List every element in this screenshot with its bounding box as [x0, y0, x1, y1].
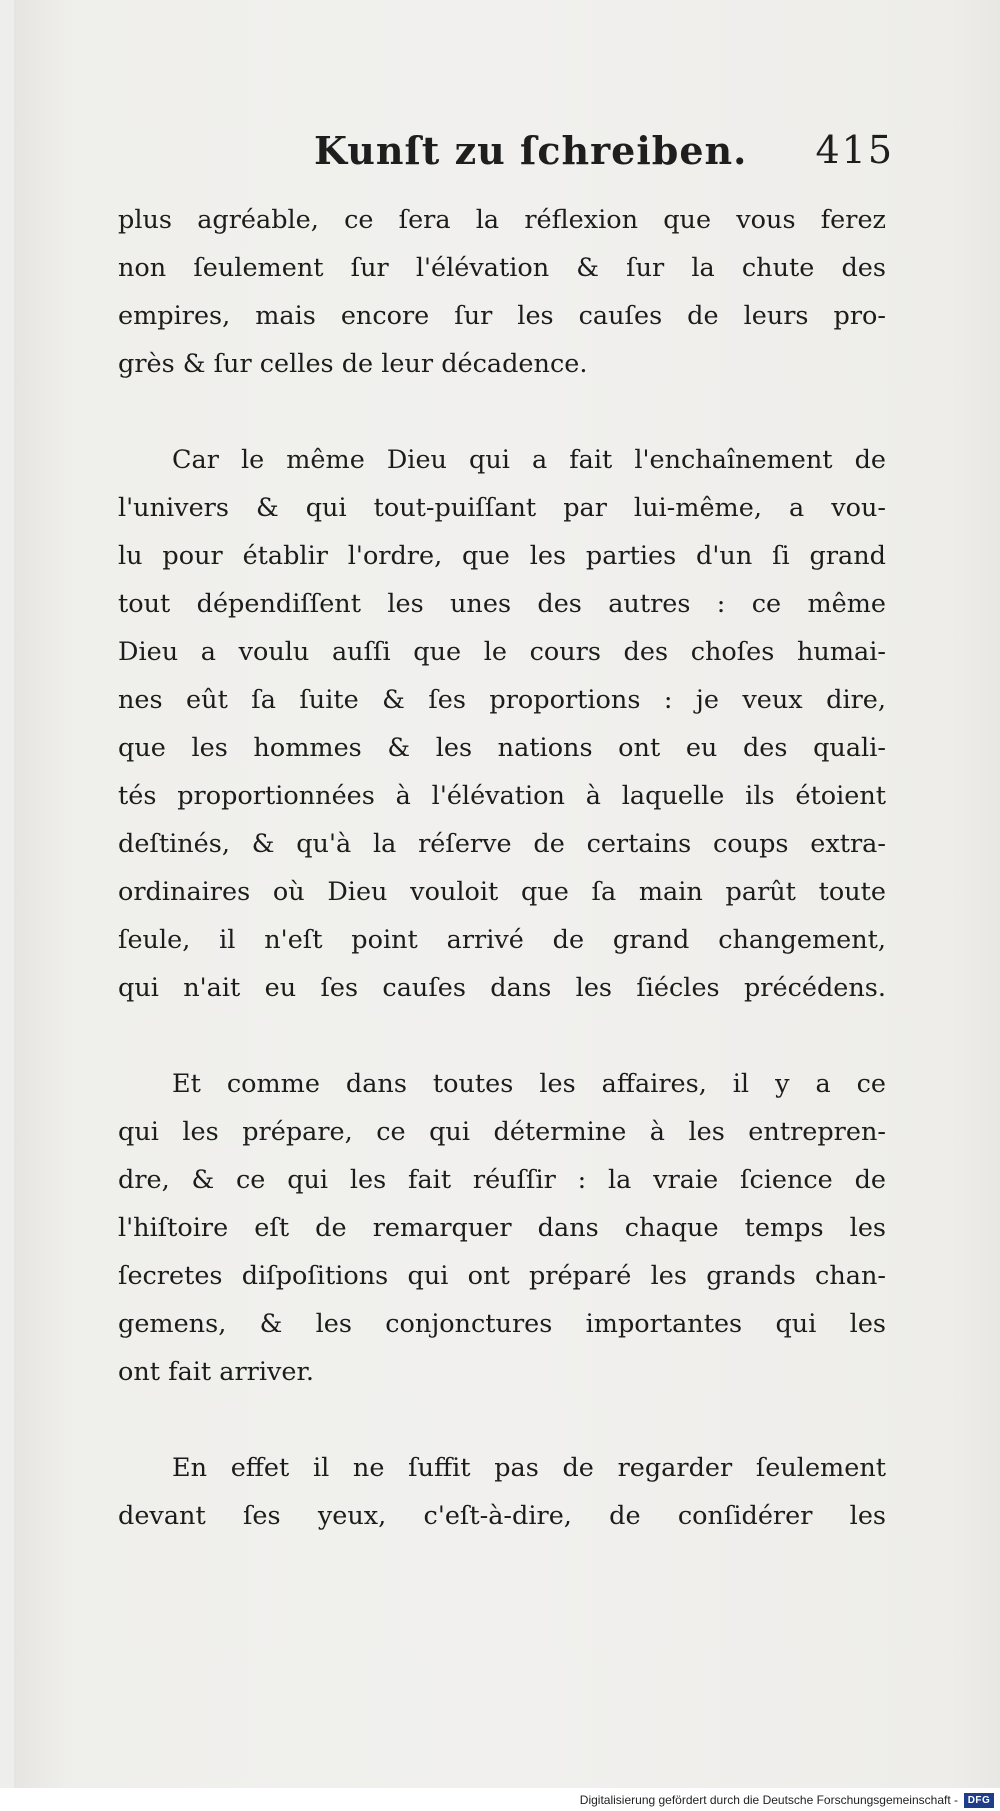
text-line: Et comme dans toutes les affaires, il y a ce — [172, 1069, 886, 1099]
page-header — [314, 128, 894, 188]
text-line: ont fait arriver. — [118, 1357, 315, 1387]
text-line: tout dépendiſſent les unes des autres : ce même — [118, 589, 886, 619]
text-line: l'hiſtoire eſt de remarquer dans chaque temps les — [118, 1213, 886, 1243]
text-line: Car le même Dieu qui a fait l'enchaînement de — [172, 445, 886, 475]
text-line: deſtinés, & qu'à la réſerve de certains coups extra- — [118, 829, 886, 859]
text-line: gemens, & les conjonctures importantes qui les — [118, 1309, 886, 1339]
paper-sheet — [14, 0, 1000, 1788]
dfg-logo-icon: DFG — [964, 1793, 994, 1808]
text-line: dre, & ce qui les fait réuſſir : la vraie ſcience de — [118, 1165, 886, 1195]
text-line: qui les prépare, ce qui détermine à les entrepren- — [118, 1117, 886, 1147]
text-line: qui n'ait eu ſes cauſes dans les ſiécles précédens. — [118, 973, 886, 1003]
text-line: lu pour établir l'ordre, que les parties d'un ſi grand — [118, 541, 886, 571]
digitization-footer — [0, 1788, 1000, 1811]
text-line: grès & ſur celles de leur décadence. — [118, 349, 588, 379]
paragraph-gap — [118, 388, 886, 436]
text-line: ſeule, il n'eſt point arrivé de grand changement, — [118, 925, 886, 955]
page-number: 415 — [815, 128, 894, 172]
text-line: devant ſes yeux, c'eſt-à-dire, de conſidérer les — [118, 1501, 886, 1531]
text-line: En effet il ne ſuffit pas de regarder ſeulement — [172, 1453, 886, 1483]
text-line: que les hommes & les nations ont eu des quali- — [118, 733, 886, 763]
text-line: nes eût ſa ſuite & ſes proportions : je veux dire, — [118, 685, 886, 715]
text-line: empires, mais encore ſur les cauſes de leurs pro- — [118, 301, 886, 331]
funding-credit: Digitalisierung gefördert durch die Deutsche Forschungsgemeinschaft - — [579, 1793, 958, 1807]
paragraph-2 — [118, 436, 886, 1012]
running-title: Kunſt zu ſchreiben. — [314, 128, 748, 173]
text-line: ſecretes diſpoſitions qui ont préparé les grands chan- — [118, 1261, 886, 1291]
body-text — [118, 196, 886, 1540]
paragraph-4 — [118, 1444, 886, 1540]
paragraph-3 — [118, 1060, 886, 1396]
text-line: l'univers & qui tout-puiſſant par lui-même, a vou- — [118, 493, 886, 523]
text-line: non ſeulement ſur l'élévation & ſur la chute des — [118, 253, 886, 283]
paragraph-gap — [118, 1396, 886, 1444]
text-line: Dieu a voulu auſſi que le cours des choſes humai- — [118, 637, 886, 667]
paragraph-gap — [118, 1012, 886, 1060]
paragraph-1 — [118, 196, 886, 388]
text-line: plus agréable, ce ſera la réflexion que vous ferez — [118, 205, 886, 235]
text-line: ordinaires où Dieu vouloit que ſa main parût toute — [118, 877, 886, 907]
text-line: tés proportionnées à l'élévation à laquelle ils étoient — [118, 781, 886, 811]
